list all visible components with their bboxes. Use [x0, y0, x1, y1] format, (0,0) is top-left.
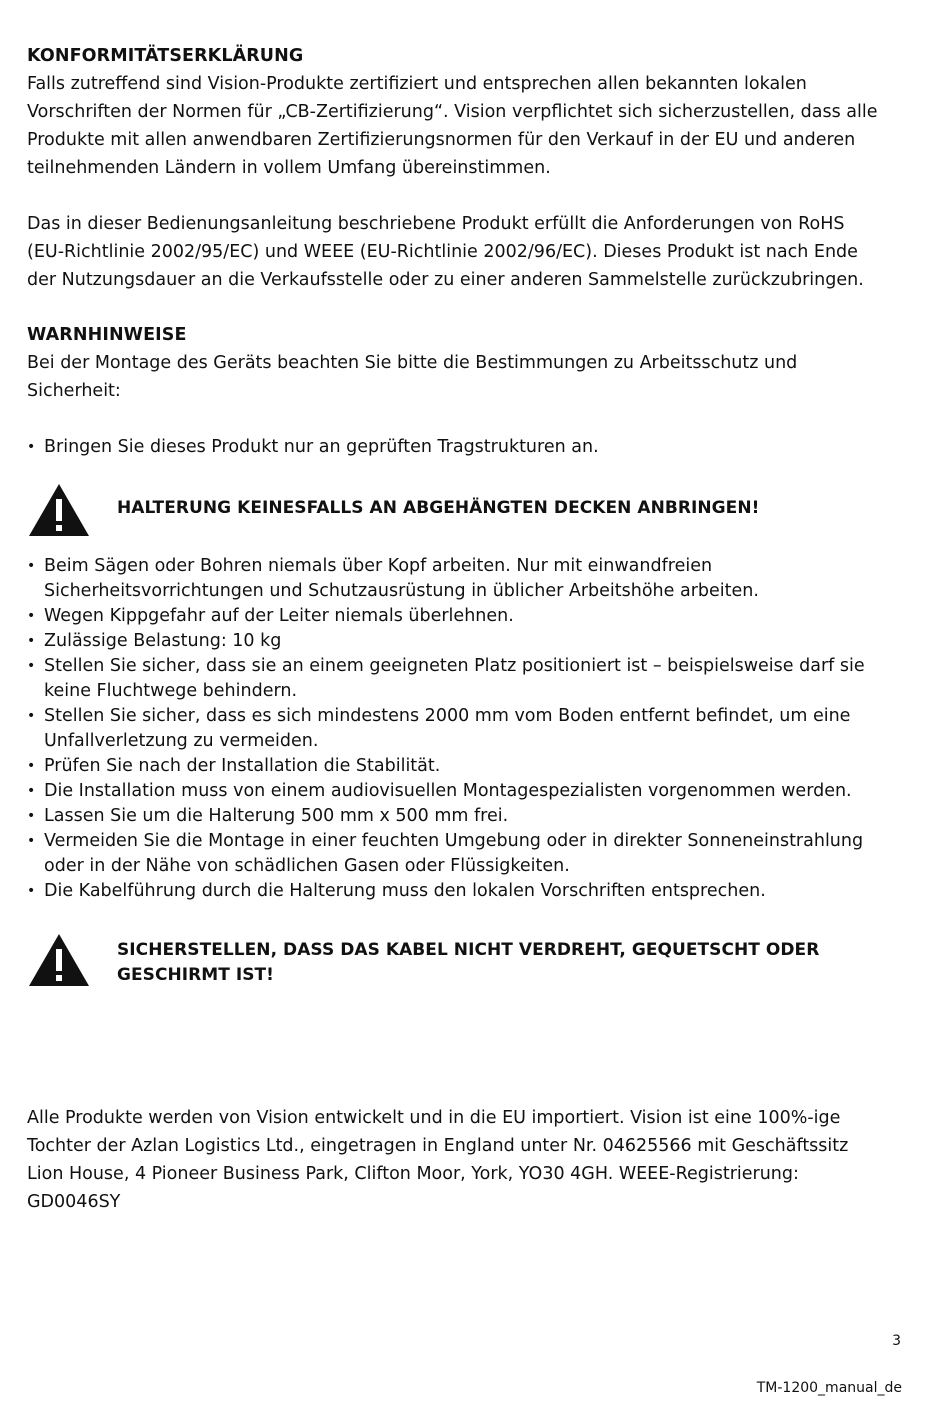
list-item-text: Zulässige Belastung: 10 kg: [44, 631, 282, 651]
text-line: teilnehmenden Ländern in vollem Umfang übereinstimmen.: [27, 158, 551, 178]
list-item-text: Bringen Sie dieses Produkt nur an geprüften Tragstrukturen an.: [44, 437, 599, 457]
list-item-text: keine Fluchtwege behindern.: [44, 681, 298, 701]
bullet-list-2: [27, 554, 917, 904]
page-number: 3: [892, 1333, 901, 1349]
list-item-text: Stellen Sie sicher, dass sie an einem geeigneten Platz positioniert ist – beispielsweise darf sie: [44, 656, 865, 676]
warning-callout-2: [27, 932, 917, 990]
text-line: SICHERSTELLEN, DASS DAS KABEL NICHT VERDREHT, GEQUETSCHT ODER: [117, 940, 820, 960]
bullet-icon: •: [27, 783, 36, 799]
document-id: TM-1200_manual_de: [756, 1380, 902, 1396]
list-item-text: Wegen Kippgefahr auf der Leiter niemals überlehnen.: [44, 606, 514, 626]
list-item: [27, 604, 917, 629]
bullet-icon: •: [27, 883, 36, 899]
list-item: [27, 629, 917, 654]
bullet-icon: •: [27, 439, 36, 455]
list-item-text: Sicherheitsvorrichtungen und Schutzausrüstung in üblicher Arbeitshöhe arbeiten.: [44, 581, 759, 601]
list-item: [27, 654, 917, 704]
list-item-text: Vermeiden Sie die Montage in einer feuchten Umgebung oder in direkter Sonneneinstrahlung: [44, 831, 864, 851]
list-item: [27, 879, 917, 904]
konformitaet-paragraph-2: [27, 210, 917, 294]
bullet-icon: •: [27, 808, 36, 824]
konformitaet-heading: KONFORMITÄTSERKLÄRUNG: [27, 46, 304, 66]
text-line: der Nutzungsdauer an die Verkaufsstelle oder zu einer anderen Sammelstelle zurückzubringen.: [27, 270, 864, 290]
list-item: [27, 704, 917, 754]
bullet-icon: •: [27, 608, 36, 624]
text-line: GD0046SY: [27, 1192, 121, 1212]
warning-triangle-icon: [27, 482, 91, 538]
text-line: (EU-Richtlinie 2002/95/EC) und WEEE (EU-Richtlinie 2002/96/EC). Dieses Produkt ist nach Ende: [27, 242, 858, 262]
text-line: Das in dieser Bedienungsanleitung beschriebene Produkt erfüllt die Anforderungen von RoHS: [27, 214, 845, 234]
company-footer-paragraph: [27, 1104, 917, 1216]
konformitaet-paragraph-1: [27, 70, 917, 182]
list-item: [27, 435, 917, 460]
list-item-text: oder in der Nähe von schädlichen Gasen oder Flüssigkeiten.: [44, 856, 570, 876]
warnhinweise-heading: WARNHINWEISE: [27, 325, 187, 345]
bullet-icon: •: [27, 758, 36, 774]
warning-text-1: HALTERUNG KEINESFALLS AN ABGEHÄNGTEN DECKEN ANBRINGEN!: [117, 498, 760, 518]
list-item: [27, 779, 917, 804]
text-line: GESCHIRMT IST!: [117, 965, 274, 985]
text-line: Tochter der Azlan Logistics Ltd., eingetragen in England unter Nr. 04625566 mit Geschäftssitz: [27, 1136, 849, 1156]
document-page: [27, 43, 917, 990]
bullet-icon: •: [27, 658, 36, 674]
text-line: Sicherheit:: [27, 381, 121, 401]
list-item-text: Die Installation muss von einem audiovisuellen Montagespezialisten vorgenommen werden.: [44, 781, 852, 801]
text-line: Vorschriften der Normen für „CB-Zertifizierung“. Vision verpflichtet sich sicherzustellen, dass alle: [27, 102, 878, 122]
warning-triangle-icon: [27, 932, 91, 988]
text-line: Falls zutreffend sind Vision-Produkte zertifiziert und entsprechen allen bekannten lokalen: [27, 74, 807, 94]
text-line: Alle Produkte werden von Vision entwickelt und in die EU importiert. Vision ist eine 100%-ige: [27, 1108, 841, 1128]
list-item: [27, 554, 917, 604]
text-line: Lion House, 4 Pioneer Business Park, Clifton Moor, York, YO30 4GH. WEEE-Registrierung:: [27, 1164, 799, 1184]
bullet-icon: •: [27, 633, 36, 649]
text-line: Bei der Montage des Geräts beachten Sie bitte die Bestimmungen zu Arbeitsschutz und: [27, 353, 798, 373]
list-item-text: Stellen Sie sicher, dass es sich mindestens 2000 mm vom Boden entfernt befindet, um eine: [44, 706, 851, 726]
bullet-icon: •: [27, 708, 36, 724]
list-item: [27, 754, 917, 779]
list-item-text: Lassen Sie um die Halterung 500 mm x 500 mm frei.: [44, 806, 509, 826]
list-item: [27, 829, 917, 879]
bullet-icon: •: [27, 833, 36, 849]
list-item-text: Beim Sägen oder Bohren niemals über Kopf arbeiten. Nur mit einwandfreien: [44, 556, 713, 576]
warnhinweise-intro: [27, 349, 917, 405]
warning-text-2: [117, 938, 819, 988]
bullet-icon: •: [27, 558, 36, 574]
list-item-text: Prüfen Sie nach der Installation die Stabilität.: [44, 756, 441, 776]
warning-callout-1: [27, 482, 917, 540]
list-item-text: Unfallverletzung zu vermeiden.: [44, 731, 319, 751]
bullet-list-1: [27, 435, 917, 460]
list-item: [27, 804, 917, 829]
text-line: Produkte mit allen anwendbaren Zertifizierungsnormen für den Verkauf in der EU und anderen: [27, 130, 856, 150]
list-item-text: Die Kabelführung durch die Halterung muss den lokalen Vorschriften entsprechen.: [44, 881, 766, 901]
footer-text: [27, 1104, 917, 1216]
